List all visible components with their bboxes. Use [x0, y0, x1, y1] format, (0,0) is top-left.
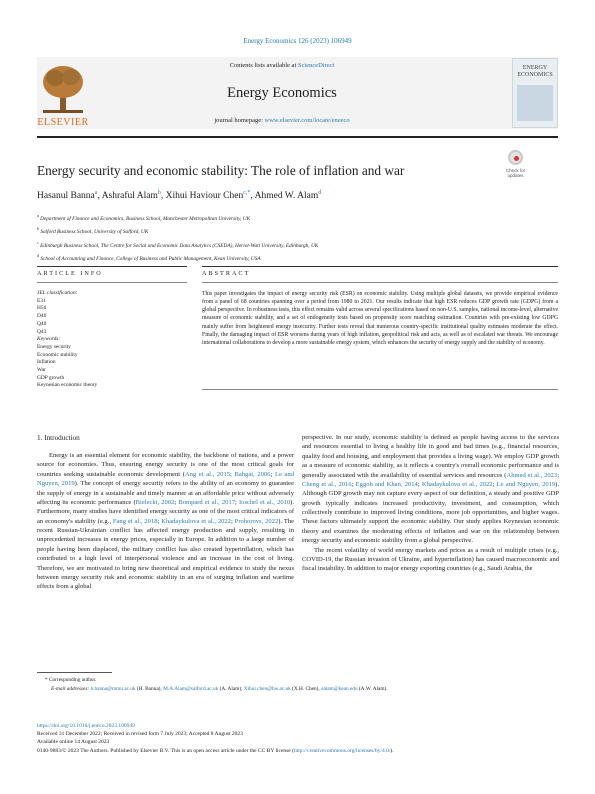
citation-link[interactable]: Prohorovs, 2022 [234, 517, 279, 525]
citation-link[interactable]: Eggoh and Khan, 2014 [355, 480, 418, 488]
homepage-line [90, 117, 474, 124]
received-dates: Received 31 December 2022; Received in revised form 7 July 2023; Accepted 8 August 2023 [37, 731, 243, 738]
license-prefix: 0140-9883/© 2023 The Authors. Published by Elsevier B.V. This is an open access article under the CC BY license ( [37, 747, 294, 754]
affiliation [37, 224, 557, 237]
abstract-underline [202, 282, 558, 283]
citation-link[interactable]: Ang et al., 2015 [184, 470, 230, 478]
license-line [37, 747, 557, 755]
elsevier-wordmark: ELSEVIER [37, 117, 89, 128]
citation-link[interactable]: Bielecki, 2002 [135, 498, 175, 506]
doi-link[interactable]: https://doi.org/10.1016/j.eneco.2023.106949 [37, 723, 135, 729]
check-for-updates-badge[interactable] [502, 148, 529, 184]
check-updates-label: Check for updates [505, 168, 526, 178]
citation-link[interactable]: Bahgat, 2006 [234, 470, 271, 478]
email-link[interactable]: h.banna@mmu.ac.uk [90, 686, 136, 692]
jel-code: Q40 [37, 320, 47, 327]
license-suffix: ). [390, 747, 394, 754]
keyword: GDP growth [37, 374, 65, 381]
abstract-rule [202, 266, 558, 267]
affiliations [37, 211, 557, 264]
email-link[interactable]: Xihui.chen@hw.ac.uk [243, 686, 291, 692]
citation-link[interactable]: Bompard et al., 2017 [178, 498, 235, 506]
affiliation-text: Salford Business School, University of Salford, UK [40, 229, 149, 236]
article-title: Energy security and economic stability: The role of inflation and war [37, 163, 405, 178]
affiliation [37, 251, 557, 264]
author-name[interactable]: Ahmed W. Alam [254, 191, 319, 202]
abstract-text: This paper investigates the impact of energy security risk (ESR) on economic stability. Using multiple global datasets, we provide empirical evidence from a panel of 68 countries spanning over a period from 1980 to 2021. Our results indicate that high ESR reduces GDP growth rate (GDPG) from a global perspective. In robustness tests, this effect remains valid across several specifications based on non-U.S. samples, national income-level, alternative measure of economic stability, and a set of endogeneity tests based on propensity score matching estimation. Countries with pre-existing low GDPG mainly suffer from heightened energy insecurity. Further tests reveal that numerous country-specific institutional quality estimates moderate the effect. Finally, the damaging impact of ESR worsens during years of high inflation, geopolitical risk and acts, as well as of escalated war threats. We encourage international collaborations to develop a more sustainable energy system, which enhances the security of energy supply and the stability of economy. [202, 291, 558, 346]
jel-code: H56 [37, 305, 47, 312]
footnote [37, 676, 557, 694]
footnote-mark: * [45, 677, 48, 683]
article-info-underline [37, 282, 187, 283]
abstract-bottom-rule [202, 389, 558, 390]
body-column-left [37, 451, 294, 592]
article-footer [37, 722, 557, 755]
author-affiliation-mark[interactable]: c,* [243, 190, 251, 196]
citation-link[interactable]: Ioschel et al., 2010 [238, 498, 291, 506]
body-column-right [302, 433, 559, 574]
contents-prefix: Contents lists available at [229, 62, 298, 69]
citation-link[interactable]: Le and Nguyen, 2019 [496, 480, 556, 488]
author-name[interactable]: Hasanul Banna [37, 191, 95, 202]
homepage-prefix: journal homepage: [214, 117, 265, 124]
email-link[interactable]: aalam@kean.edu [321, 686, 358, 692]
keyword: Energy security [37, 343, 71, 350]
cover-graphic [517, 85, 553, 121]
affiliation-mark: b [37, 226, 39, 232]
available-online: Available online 14 August 2023 [37, 739, 110, 746]
author-name[interactable]: Xihui Haviour Chen [165, 191, 244, 202]
email-owner: (X.H. Chen), [290, 686, 322, 692]
email-label: E-mail addresses: [51, 686, 90, 692]
keyword: War [37, 367, 46, 374]
journal-reference[interactable]: Energy Economics 126 (2023) 106949 [243, 37, 352, 45]
affiliation [37, 238, 557, 251]
email-link[interactable]: M.A.Alam@salford.ac.uk [163, 686, 219, 692]
citation-link[interactable]: Fang et al., 2018 [112, 517, 158, 525]
abstract-heading: ABSTRACT [202, 270, 251, 277]
jel-code: E31 [37, 297, 46, 304]
affiliation-text: Edinburgh Business School, The Centre for Social and Economic Data Analytics (CSEDA), Heriot-Watt University, Edinburgh, UK [40, 242, 319, 249]
section-heading-introduction: 1. Introduction [37, 434, 80, 442]
affiliation-mark: c [37, 239, 39, 245]
author-affiliation-mark[interactable]: b [157, 190, 161, 196]
journal-cover-thumbnail [512, 58, 558, 128]
corresponding-author-note [37, 676, 557, 685]
citation-link[interactable]: Ahmed et al., 2023 [506, 471, 558, 479]
corresponding-label: Corresponding author. [48, 677, 97, 683]
author-list: Hasanul Banna$^a$, Ashraful Alam$^b$, Xihui Haviour Chen$^{c,*}$, Ahmed W. Alam$^d$ [37, 190, 322, 202]
citation-link[interactable]: Khadaykulova et al., 2022 [161, 517, 231, 525]
keyword: Economic stability [37, 351, 78, 358]
jel-code: Q43 [37, 328, 47, 335]
citation-link[interactable]: Le and Nguyen, 2019 [37, 470, 294, 488]
affiliation-text: School of Accounting and Finance, College of Business and Public Management, Kean University, USA [40, 255, 261, 262]
cover-title: ENERGY ECONOMICS [517, 65, 553, 78]
affiliation-mark: d [37, 252, 39, 258]
paragraph: The recent volatility of world energy markets and prices as a result of multiple crises (e.g., COVID-19, the Russian invasion of Ukraine, and hyperinflation) has caused macroeconomic and fiscal instability. In addition to major energy exporting countries (e.g., Saudi Arabia, the [302, 546, 559, 573]
paragraph: Energy is an essential element for economic stability, the backbone of nations, and a power source for economies. Thus, ensuring energy security is one of the most critical goals for countries seeking sustainable economic development (Ang et al., 2015; Bahgat, 2006; Le and Nguyen, 2019). The concept of energy security refers to the ability of an economy to guarantee the supply of energy in a sustainable and timely manner at an affordable price without adversely affecting its economic performance (Bielecki, 2002; Bompard et al., 2017; Ioschel et al., 2010). Furthermore, many studies have identified energy security as one of the most critical indicators of an economy's stability (e.g., Fang et al., 2018; Khadaykulova et al., 2022; Prohorovs, 2022). The recent Russian-Ukrainian conflict has affected energy production and supply, resulting in unprecedented increases in energy prices, especially in Europe. In addition to a large number of people having been displaced, the military conflict has also created hyperinflation, which has contributed to a high level of interpersonal violence and an increase in the cost of living. Therefore, we are motivated to bring new theoretical and empirical evidence to study the nexus between energy security risk and economic stability in an era of surging inflation and wartime effects from a global [37, 452, 295, 591]
email-addresses [37, 685, 557, 694]
email-owner: (H. Banna), [135, 686, 164, 692]
affiliation [37, 211, 557, 224]
contents-line [90, 62, 474, 69]
keywords-label: Keywords: [37, 336, 61, 343]
sciencedirect-link[interactable]: ScienceDirect [297, 62, 335, 69]
keyword: Inflation [37, 359, 56, 366]
citation-link[interactable]: Khadaykulova et al., 2022 [421, 480, 493, 488]
check-updates-icon [508, 150, 523, 165]
email-owner: (A. Alam), [218, 686, 244, 692]
author-affiliation-mark[interactable]: d [318, 190, 322, 196]
article-info-heading: ARTICLE INFO [37, 270, 103, 277]
article-info-rule [37, 266, 187, 267]
jel-label: JEL classification: [37, 290, 78, 296]
journal-name: Energy Economics [227, 85, 337, 101]
citation-link[interactable]: Cheng et al., 2016 [302, 480, 352, 488]
journal-homepage-link[interactable]: www.elsevier.com/locate/eneeco [264, 117, 350, 124]
keyword: Keynesian economic theory [37, 382, 98, 389]
affiliation-mark: a [37, 213, 39, 218]
author-name[interactable]: Ashraful Alam [101, 191, 158, 202]
footnote-rule [37, 672, 112, 673]
keywords-panel [37, 290, 187, 390]
license-link[interactable]: http://creativecommons.org/licenses/by/4.0/ [293, 747, 391, 754]
email-owner: (A.W. Alam). [357, 686, 388, 692]
masthead-rule [37, 136, 558, 138]
jel-code: D40 [37, 313, 47, 320]
paragraph: perspective. In our study, economic stability is defined as people having access to the services and resources essential to living a healthy life in good and bad times (e.g., financial resources, quality food and housing, and employment that provides a living wage). We employ GDP growth as a measure of economic stability, as it reflects a country's overall economic performance and is generally associated with the availability of essential services and resources (Ahmed et al., 2023; Cheng et al., 2016; Eggoh and Khan, 2014; Khadaykulova et al., 2022; Le and Nguyen, 2019). Although GDP growth may not capture every aspect of our definition, a steady and positive GDP growth typically indicates increased productivity, investment, and consumption, which collectively contribute to improved living conditions, more job opportunities, and higher wages. These factors ultimately support the economic stability. Our study applies Keynesian economic theory and examines the moderating effects of inflation and war on the relationship between energy security and economic stability from a global perspective. [302, 434, 560, 545]
affiliation-text: Department of Finance and Economics, Business School, Manchester Metropolitan University, UK [40, 215, 251, 222]
author-affiliation-mark[interactable]: a [94, 190, 98, 196]
